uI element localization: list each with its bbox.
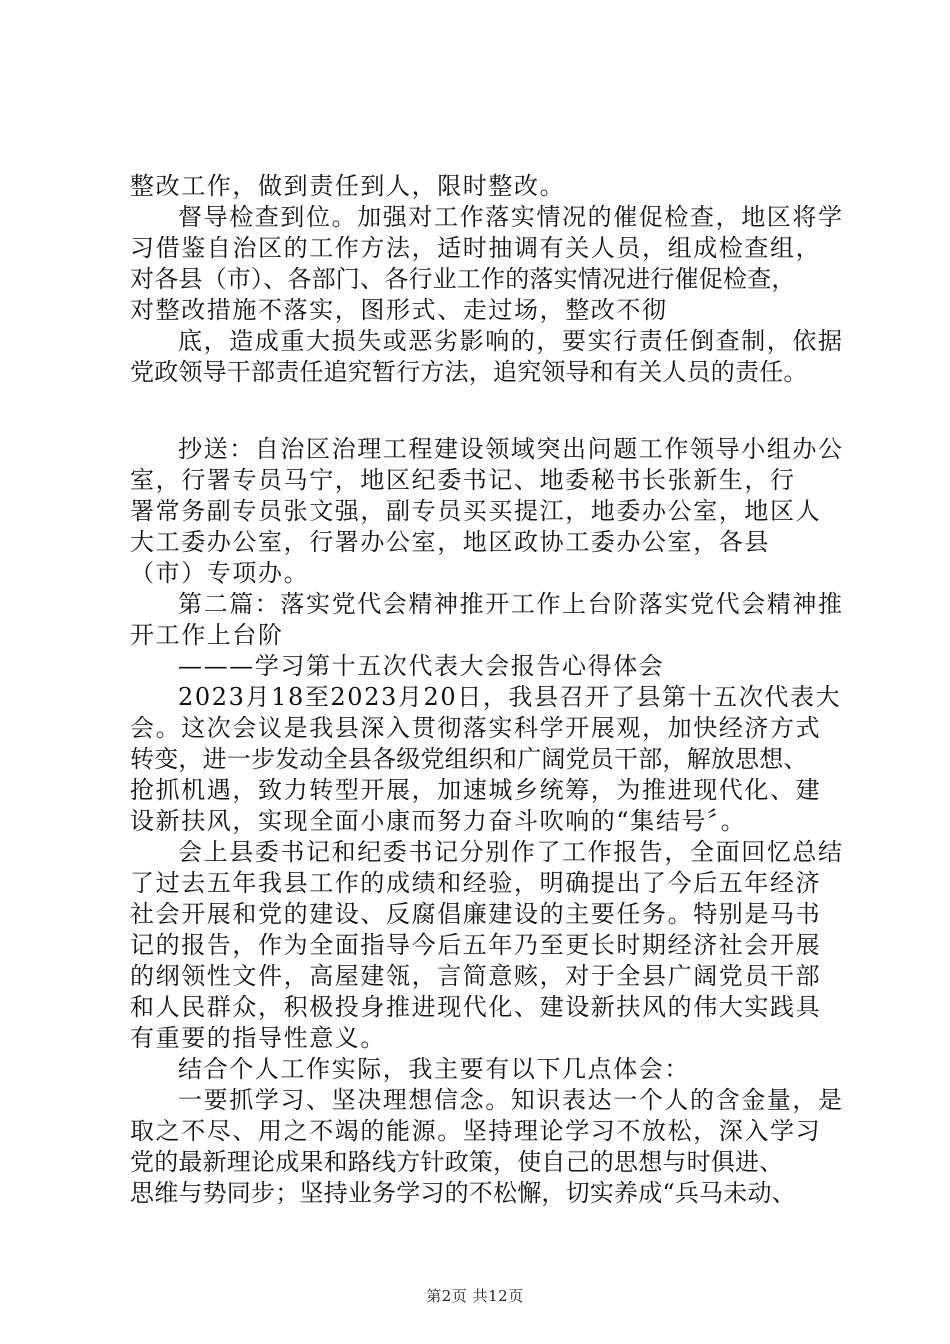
text-line: 抢抓机遇，致力转型开展，加速城乡统筹，为推进现代化、建 [130, 776, 822, 804]
text-line: 一要抓学习、坚决理想信念。知识表达一个人的含金量，是 [178, 1086, 844, 1114]
text-line: 有重要的指导性意义。 [130, 1024, 386, 1052]
text-line: 对各县（市）、各部门、各行业工作的落实情况进行催促检查， [130, 265, 796, 293]
text-line: 设新扶风，实现全面小康而努力奋斗吹响的“集结号〞。 [130, 807, 747, 835]
text-line: （市）专项办。 [130, 559, 310, 587]
text-line: 室，行署专员马宁，地区纪委书记、地委秘书长张新生，行 [130, 466, 796, 494]
section-subtitle: ———学习第十五次代表大会报告心得体会 [178, 652, 665, 680]
text-line: 转变，进一步发动全县各级党组织和广阔党员干部，解放思想、 [130, 745, 808, 773]
text-line: 对整改措施不落实，图形式、走过场，整改不彻 [130, 296, 668, 324]
text-line: 社会开展和党的建设、反腐倡廉建设的主要任务。特别是马书 [130, 900, 822, 928]
text-line: 2023月18至2023月20日，我县召开了县第十五次代表大 [178, 683, 842, 711]
text-line: 抄送：自治区治理工程建设领域突出问题工作领导小组办公 [178, 435, 844, 463]
text-line: 和人民群众，积极投身推进现代化、建设新扶风的伟大实践具 [130, 993, 822, 1021]
page-number: 第2页 共12页 [426, 1287, 524, 1305]
text-line: 取之不尽、用之不竭的能源。坚持理论学习不放松，深入学习 [130, 1117, 822, 1145]
text-line: 了过去五年我县工作的成绩和经验，明确提出了今后五年经济 [130, 869, 822, 897]
text-line: 党政领导干部责任追究暂行方法，追究领导和有关人员的责任。 [130, 358, 808, 386]
paragraph-gap [130, 388, 830, 434]
text-line: 党的最新理论成果和路线方针政策，使自己的思想与时俱进、 [130, 1148, 784, 1176]
document-body [130, 171, 844, 1209]
text-line: 底，造成重大损失或恶劣影响的，要实行责任倒查制，依据 [178, 327, 844, 355]
text-line: 会上县委书记和纪委书记分别作了工作报告，全面回忆总结 [178, 838, 844, 866]
text-line: 大工委办公室，行署办公室，地区政协工委办公室，各县 [130, 528, 770, 556]
section-heading-cont: 开工作上台阶 [130, 621, 284, 649]
text-line: 习借鉴自治区的工作方法，适时抽调有关人员，组成检查组， [130, 234, 822, 262]
section-heading: 第二篇：落实党代会精神推开工作上台阶落实党代会精神推 [178, 590, 844, 618]
text-line: 署常务副专员张文强，副专员买买提江，地委办公室，地区人 [130, 497, 822, 525]
text-line: 会。这次会议是我县深入贯彻落实科学开展观，加快经济方式 [130, 714, 822, 742]
text-line: 的纲领性文件，高屋建瓴，言简意赅，对于全县广阔党员干部 [130, 962, 822, 990]
text-line: 结合个人工作实际，我主要有以下几点体会： [178, 1055, 690, 1083]
text-line: 督导检查到位。加强对工作落实情况的催促检查，地区将学 [178, 203, 844, 231]
text-line: 思维与势同步；坚持业务学习的不松懈，切实养成“兵马未动、 [130, 1179, 796, 1207]
text-line: 记的报告，作为全面指导今后五年乃至更长时期经济社会开展 [130, 931, 822, 959]
text-line: 整改工作，做到责任到人，限时整改。 [130, 172, 566, 200]
